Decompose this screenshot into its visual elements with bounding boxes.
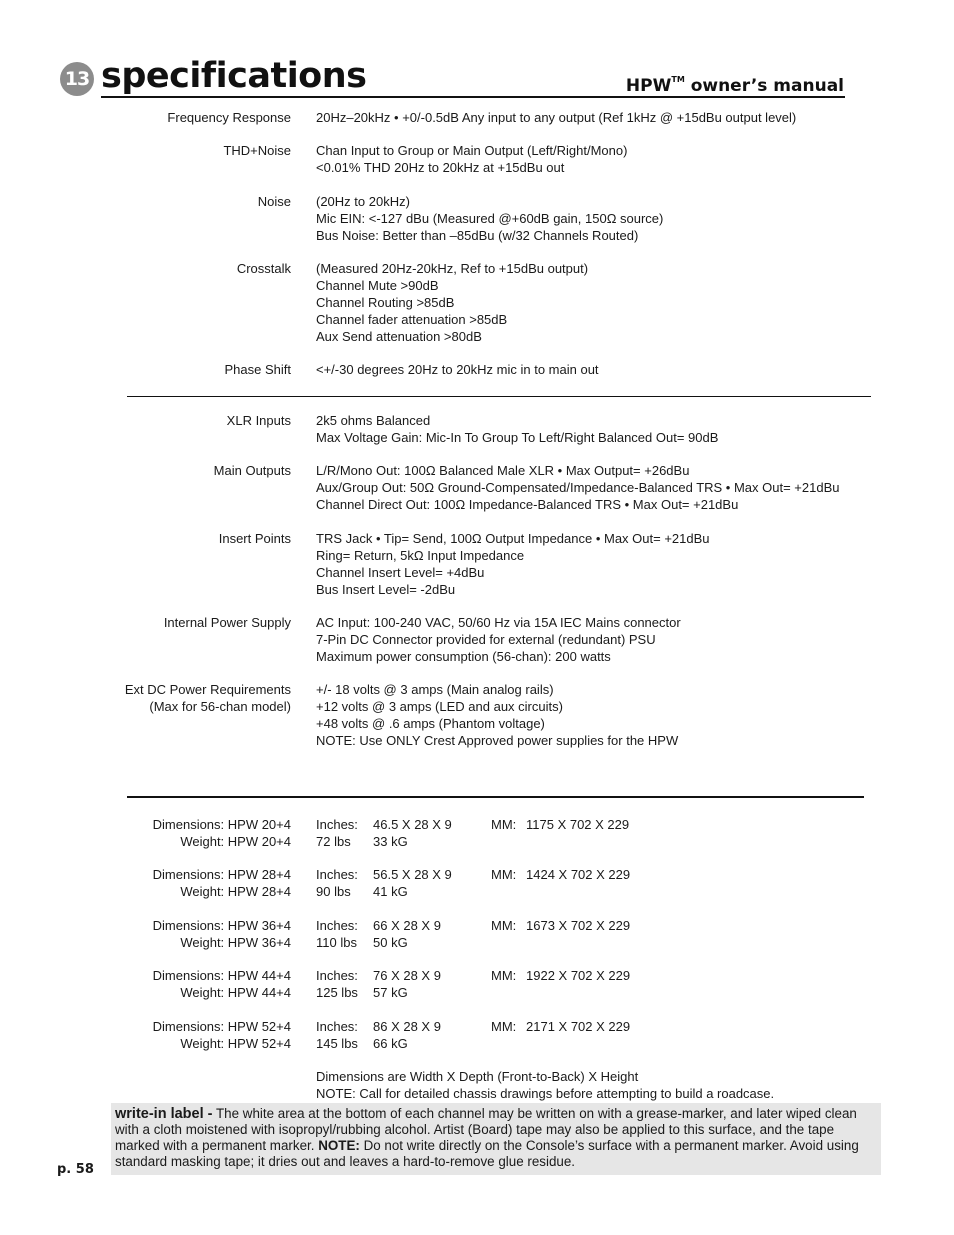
spec-value-line: <+/-30 degrees 20Hz to 20kHz mic in to main out [316, 362, 599, 377]
inches-value: 66 X 28 X 9 [373, 918, 441, 933]
trademark-mark: TM [671, 75, 685, 84]
spec-label-line: Insert Points [218, 531, 291, 546]
weight-kg: 57 kG [373, 985, 408, 1000]
spec-label-line: Main Outputs [213, 463, 291, 478]
spec-label-line: XLR Inputs [226, 413, 291, 428]
weight-kg: 33 kG [373, 834, 408, 849]
table-row [0, 883, 954, 900]
spec-value [316, 462, 840, 513]
spec-value-line: Channel Mute >90dB [316, 278, 439, 293]
spec-label-line: THD+Noise [223, 143, 291, 158]
dimension-entry [0, 816, 954, 850]
spec-value-line: (Measured 20Hz-20kHz, Ref to +15dBu output) [316, 261, 589, 276]
chapter-number-badge: 13 [60, 62, 94, 96]
weight-lbs: 72 lbs [316, 834, 351, 849]
table-row [0, 833, 954, 850]
spec-label-line: (Max for 56-chan model) [149, 699, 291, 714]
spec-label [219, 530, 291, 547]
weight-kg: 41 kG [373, 884, 408, 899]
dimensions-note: Dimensions are Width X Depth (Front-to-Back) X Height [316, 1069, 639, 1084]
spec-value-line: Chan Input to Group or Main Output (Left/Right/Mono) [316, 143, 628, 158]
spec-value [316, 530, 710, 598]
spec-value [316, 412, 718, 446]
spec-label [225, 361, 292, 378]
section-divider [127, 396, 871, 397]
mm-value: 1673 X 702 X 229 [526, 918, 631, 933]
spec-value [316, 193, 663, 244]
spec-label [214, 462, 291, 479]
table-row [0, 917, 954, 934]
spec-value-line: TRS Jack • Tip= Send, 100Ω Output Impedance • Max Out= +21dBu [316, 531, 710, 546]
spec-value-line: L/R/Mono Out: 100Ω Balanced Male XLR • Max Output= +26dBu [316, 463, 690, 478]
spec-value-line: Channel Direct Out: 100Ω Impedance-Balanced TRS • Max Out= +21dBu [316, 497, 739, 512]
table-row [0, 934, 954, 951]
weight-lbs: 110 lbs [316, 935, 357, 950]
spec-value [316, 681, 678, 749]
mm-label: MM: [491, 918, 517, 933]
spec-value [316, 260, 588, 345]
weight-label: Weight: HPW 28+4 [180, 884, 291, 899]
write-in-text: The white area at the bottom of each channel may be written on with a grease-marker, and later wiped clean with a cloth moistened with isopropyl/rubbing alcohol. Artist (Board) tape may also be applied to this surface, and the tape marked with a permanent marker. [115, 1106, 857, 1153]
spec-value [316, 614, 681, 665]
spec-value-line: NOTE: Use ONLY Crest Approved power supplies for the HPW [316, 733, 679, 748]
spec-label [223, 142, 291, 159]
spec-label-line: Internal Power Supply [163, 615, 291, 630]
dimension-label: Dimensions: HPW 44+4 [152, 968, 291, 983]
table-row [0, 816, 954, 833]
manual-suffix: owner’s manual [684, 76, 844, 96]
header-rule [101, 96, 845, 98]
spec-value-line: +/- 18 volts @ 3 amps (Main analog rails) [316, 682, 554, 697]
mm-label: MM: [491, 867, 517, 882]
spec-value-line: 20Hz–20kHz • +0/-0.5dB Any input to any output (Ref 1kHz @ +15dBu output level) [316, 110, 797, 125]
dimension-entry [0, 967, 954, 1001]
mm-value: 2171 X 702 X 229 [526, 1019, 631, 1034]
spec-value-line: +48 volts @ .6 amps (Phantom voltage) [316, 716, 545, 731]
table-row [0, 866, 954, 883]
spec-value-line: Bus Insert Level= -2dBu [316, 582, 456, 597]
table-row [0, 967, 954, 984]
spec-label-line: Ext DC Power Requirements [124, 682, 291, 697]
page-title: specifications [101, 56, 367, 96]
spec-label [125, 681, 291, 715]
write-in-note-label: NOTE: [318, 1138, 360, 1153]
dimension-entry [0, 1018, 954, 1052]
table-row [0, 1018, 954, 1035]
inches-label: Inches: [316, 867, 358, 882]
table-row [0, 984, 954, 1001]
spec-label [258, 193, 291, 210]
inches-value: 86 X 28 X 9 [373, 1019, 441, 1034]
section-divider [127, 796, 864, 798]
dimension-label: Dimensions: HPW 36+4 [152, 918, 291, 933]
write-in-label-box [111, 1103, 881, 1175]
spec-value-line: Max Voltage Gain: Mic-In To Group To Left/Right Balanced Out= 90dB [316, 430, 719, 445]
inches-value: 56.5 X 28 X 9 [373, 867, 452, 882]
dimension-label: Dimensions: HPW 20+4 [152, 817, 291, 832]
spec-value [316, 361, 599, 378]
spec-label-line: Crosstalk [236, 261, 291, 276]
manual-brand: HPW [625, 76, 672, 96]
mm-label: MM: [491, 1019, 517, 1034]
inches-label: Inches: [316, 918, 358, 933]
mm-value: 1922 X 702 X 229 [526, 968, 631, 983]
weight-label: Weight: HPW 44+4 [180, 985, 291, 1000]
dimensions-notes [316, 1068, 774, 1102]
mm-label: MM: [491, 968, 517, 983]
spec-label [164, 614, 291, 631]
spec-value-line: AC Input: 100-240 VAC, 50/60 Hz via 15A IEC Mains connector [316, 615, 681, 630]
spec-label-line: Noise [257, 194, 291, 209]
spec-value [316, 142, 627, 176]
inches-value: 76 X 28 X 9 [373, 968, 441, 983]
dimensions-note: NOTE: Call for detailed chassis drawings before attempting to build a roadcase. [316, 1086, 775, 1101]
spec-label-line: Frequency Response [167, 110, 291, 125]
spec-value-line: +12 volts @ 3 amps (LED and aux circuits) [316, 699, 563, 714]
dimension-entry [0, 917, 954, 951]
inches-value: 46.5 X 28 X 9 [373, 817, 452, 832]
spec-value-line: Channel Routing >85dB [316, 295, 455, 310]
spec-value-line: Aux Send attenuation >80dB [316, 329, 482, 344]
spec-value-line: Channel fader attenuation >85dB [316, 312, 508, 327]
spec-value-line: Ring= Return, 5kΩ Input Impedance [316, 548, 525, 563]
weight-kg: 50 kG [373, 935, 408, 950]
dimension-entry [0, 866, 954, 900]
spec-value-line: Maximum power consumption (56-chan): 200 watts [316, 649, 611, 664]
inches-label: Inches: [316, 1019, 358, 1034]
spec-value-line: 2k5 ohms Balanced [316, 413, 431, 428]
mm-value: 1175 X 702 X 229 [526, 817, 630, 832]
spec-value-line: <0.01% THD 20Hz to 20kHz at +15dBu out [316, 160, 565, 175]
weight-label: Weight: HPW 20+4 [180, 834, 291, 849]
spec-value-line: Bus Noise: Better than –85dBu (w/32 Channels Routed) [316, 228, 639, 243]
page-number: p. 58 [57, 1162, 94, 1177]
weight-lbs: 145 lbs [316, 1036, 358, 1051]
inches-label: Inches: [316, 817, 358, 832]
spec-value-line: (20Hz to 20kHz) [316, 194, 410, 209]
weight-label: Weight: HPW 36+4 [180, 935, 291, 950]
write-in-text: Do not write directly on the Console’s surface with a permanent marker. Avoid using standard masking tape; it dries out and leaves a hard-to-remove glue residue. [115, 1138, 859, 1169]
spec-value-line: 7-Pin DC Connector provided for external (redundant) PSU [316, 632, 656, 647]
spec-label-line: Phase Shift [224, 362, 291, 377]
spec-value-line: Mic EIN: <-127 dBu (Measured @+60dB gain, 150Ω source) [316, 211, 664, 226]
weight-label: Weight: HPW 52+4 [180, 1036, 291, 1051]
weight-kg: 66 kG [373, 1036, 408, 1051]
table-row [0, 1035, 954, 1052]
spec-value [316, 109, 796, 126]
dimension-label: Dimensions: HPW 28+4 [152, 867, 291, 882]
spec-label [167, 109, 291, 126]
write-in-heading: write-in label - [115, 1106, 213, 1122]
inches-label: Inches: [316, 968, 358, 983]
mm-value: 1424 X 702 X 229 [526, 867, 631, 882]
spec-label [237, 260, 291, 277]
mm-label: MM: [491, 817, 517, 832]
weight-lbs: 125 lbs [316, 985, 358, 1000]
spec-label [227, 412, 291, 429]
weight-lbs: 90 lbs [316, 884, 351, 899]
manual-header [626, 75, 844, 96]
spec-value-line: Channel Insert Level= +4dBu [316, 565, 485, 580]
dimension-label: Dimensions: HPW 52+4 [152, 1019, 291, 1034]
spec-value-line: Aux/Group Out: 50Ω Ground-Compensated/Impedance-Balanced TRS • Max Out= +21dBu [316, 480, 840, 495]
